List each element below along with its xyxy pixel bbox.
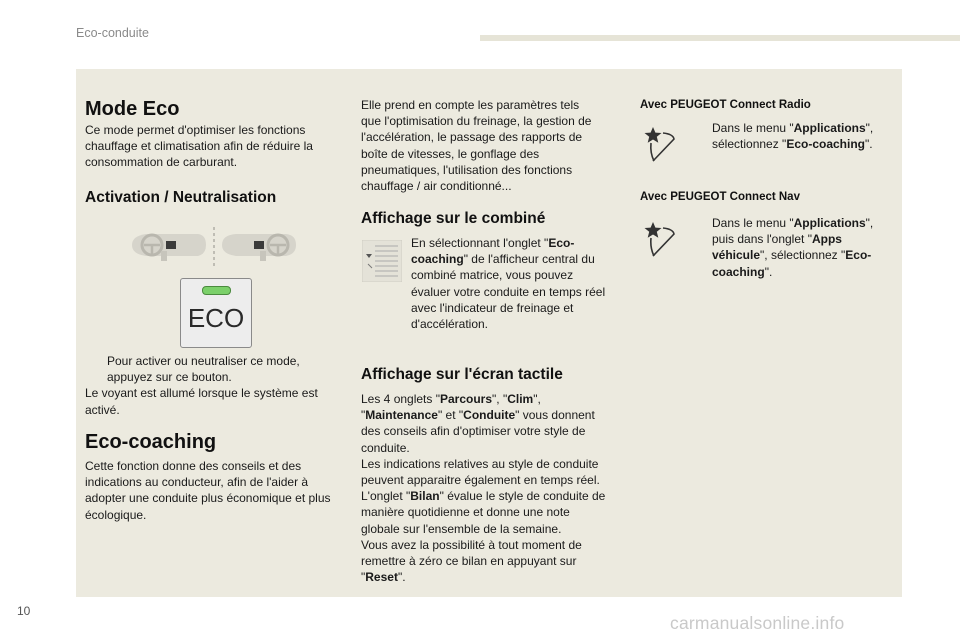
radio-instruction: Dans le menu "Applications", sélectionnez "Eco-coaching". <box>712 121 874 152</box>
page-number: 10 <box>17 604 31 618</box>
bullet-line-1: Pour activer ou neutraliser ce mode, <box>107 354 300 368</box>
eco-coaching-title: Eco-coaching <box>85 431 217 453</box>
eco-coaching-intro: Elle prend en compte les paramètres tels que l'optimisation du freinage, la gestion de l'accélération, le passage des rapports de boîte de vitesses, le gonflage des pneumatiques, l'utilisation des fonctions chauffage / air conditionné... <box>361 98 592 194</box>
mode-eco-text: Ce mode permet d'optimiser les fonctions chauffage et climatisation afin de réduire la consommation de carburant. <box>85 123 313 170</box>
activation-bullet <box>85 353 335 418</box>
eco-button[interactable] <box>180 278 252 348</box>
nav-subtitle: Avec PEUGEOT Connect Nav <box>640 191 800 203</box>
tactile-text: Les 4 onglets "Parcours", "Clim", "Maintenance" et "Conduite" vous donnent des conseils afin d'optimiser votre style de conduite. Les indications relatives au style de conduite peuvent apparaitre également en temps réel. L'onglet "Bilan" évalue le style de conduite de manière quotidienne et donne une note globale sur l'ensemble de la semaine. Vous avez la possibilité à tout moment de remettre à zéro ce bilan en appuyant sur "Reset". <box>361 392 606 585</box>
section-header: Eco-conduite <box>76 26 149 40</box>
eco-indicator-light <box>202 286 231 295</box>
combine-text: En sélectionnant l'onglet "Eco-coaching" de l'afficheur central du combiné matrice, vous pouvez évaluer votre conduite en temps réel avec l'indicateur de freinage et d'accélération. <box>411 236 606 332</box>
activation-title: Activation / Neutralisation <box>85 189 277 206</box>
radio-subtitle: Avec PEUGEOT Connect Radio <box>640 99 811 111</box>
watermark: carmanualsonline.info <box>670 613 845 633</box>
touchscreen-star-icon <box>643 125 681 163</box>
tactile-title: Affichage sur l'écran tactile <box>361 366 563 383</box>
header-bar <box>480 35 960 41</box>
voyant-text: Le voyant est allumé lorsque le système est activé. <box>85 386 318 417</box>
touchscreen-star-icon <box>643 220 681 258</box>
content-panel <box>76 69 902 597</box>
combine-title: Affichage sur le combiné <box>361 210 546 227</box>
eco-button-label: ECO <box>187 303 245 333</box>
eco-coaching-text: Cette fonction donne des conseils et des indications au conducteur, afin de l'aider à adopter une conduite plus économique et plus écologique. <box>85 459 331 522</box>
bullet-line-2: appuyez sur ce bouton. <box>107 370 232 385</box>
nav-instruction: Dans le menu "Applications", puis dans l'onglet "Apps véhicule", sélectionnez "Eco-coaching". <box>712 216 874 279</box>
instrument-cluster-icon <box>362 240 402 282</box>
steering-wheels-illustration <box>126 221 326 271</box>
mode-eco-title: Mode Eco <box>85 98 180 120</box>
